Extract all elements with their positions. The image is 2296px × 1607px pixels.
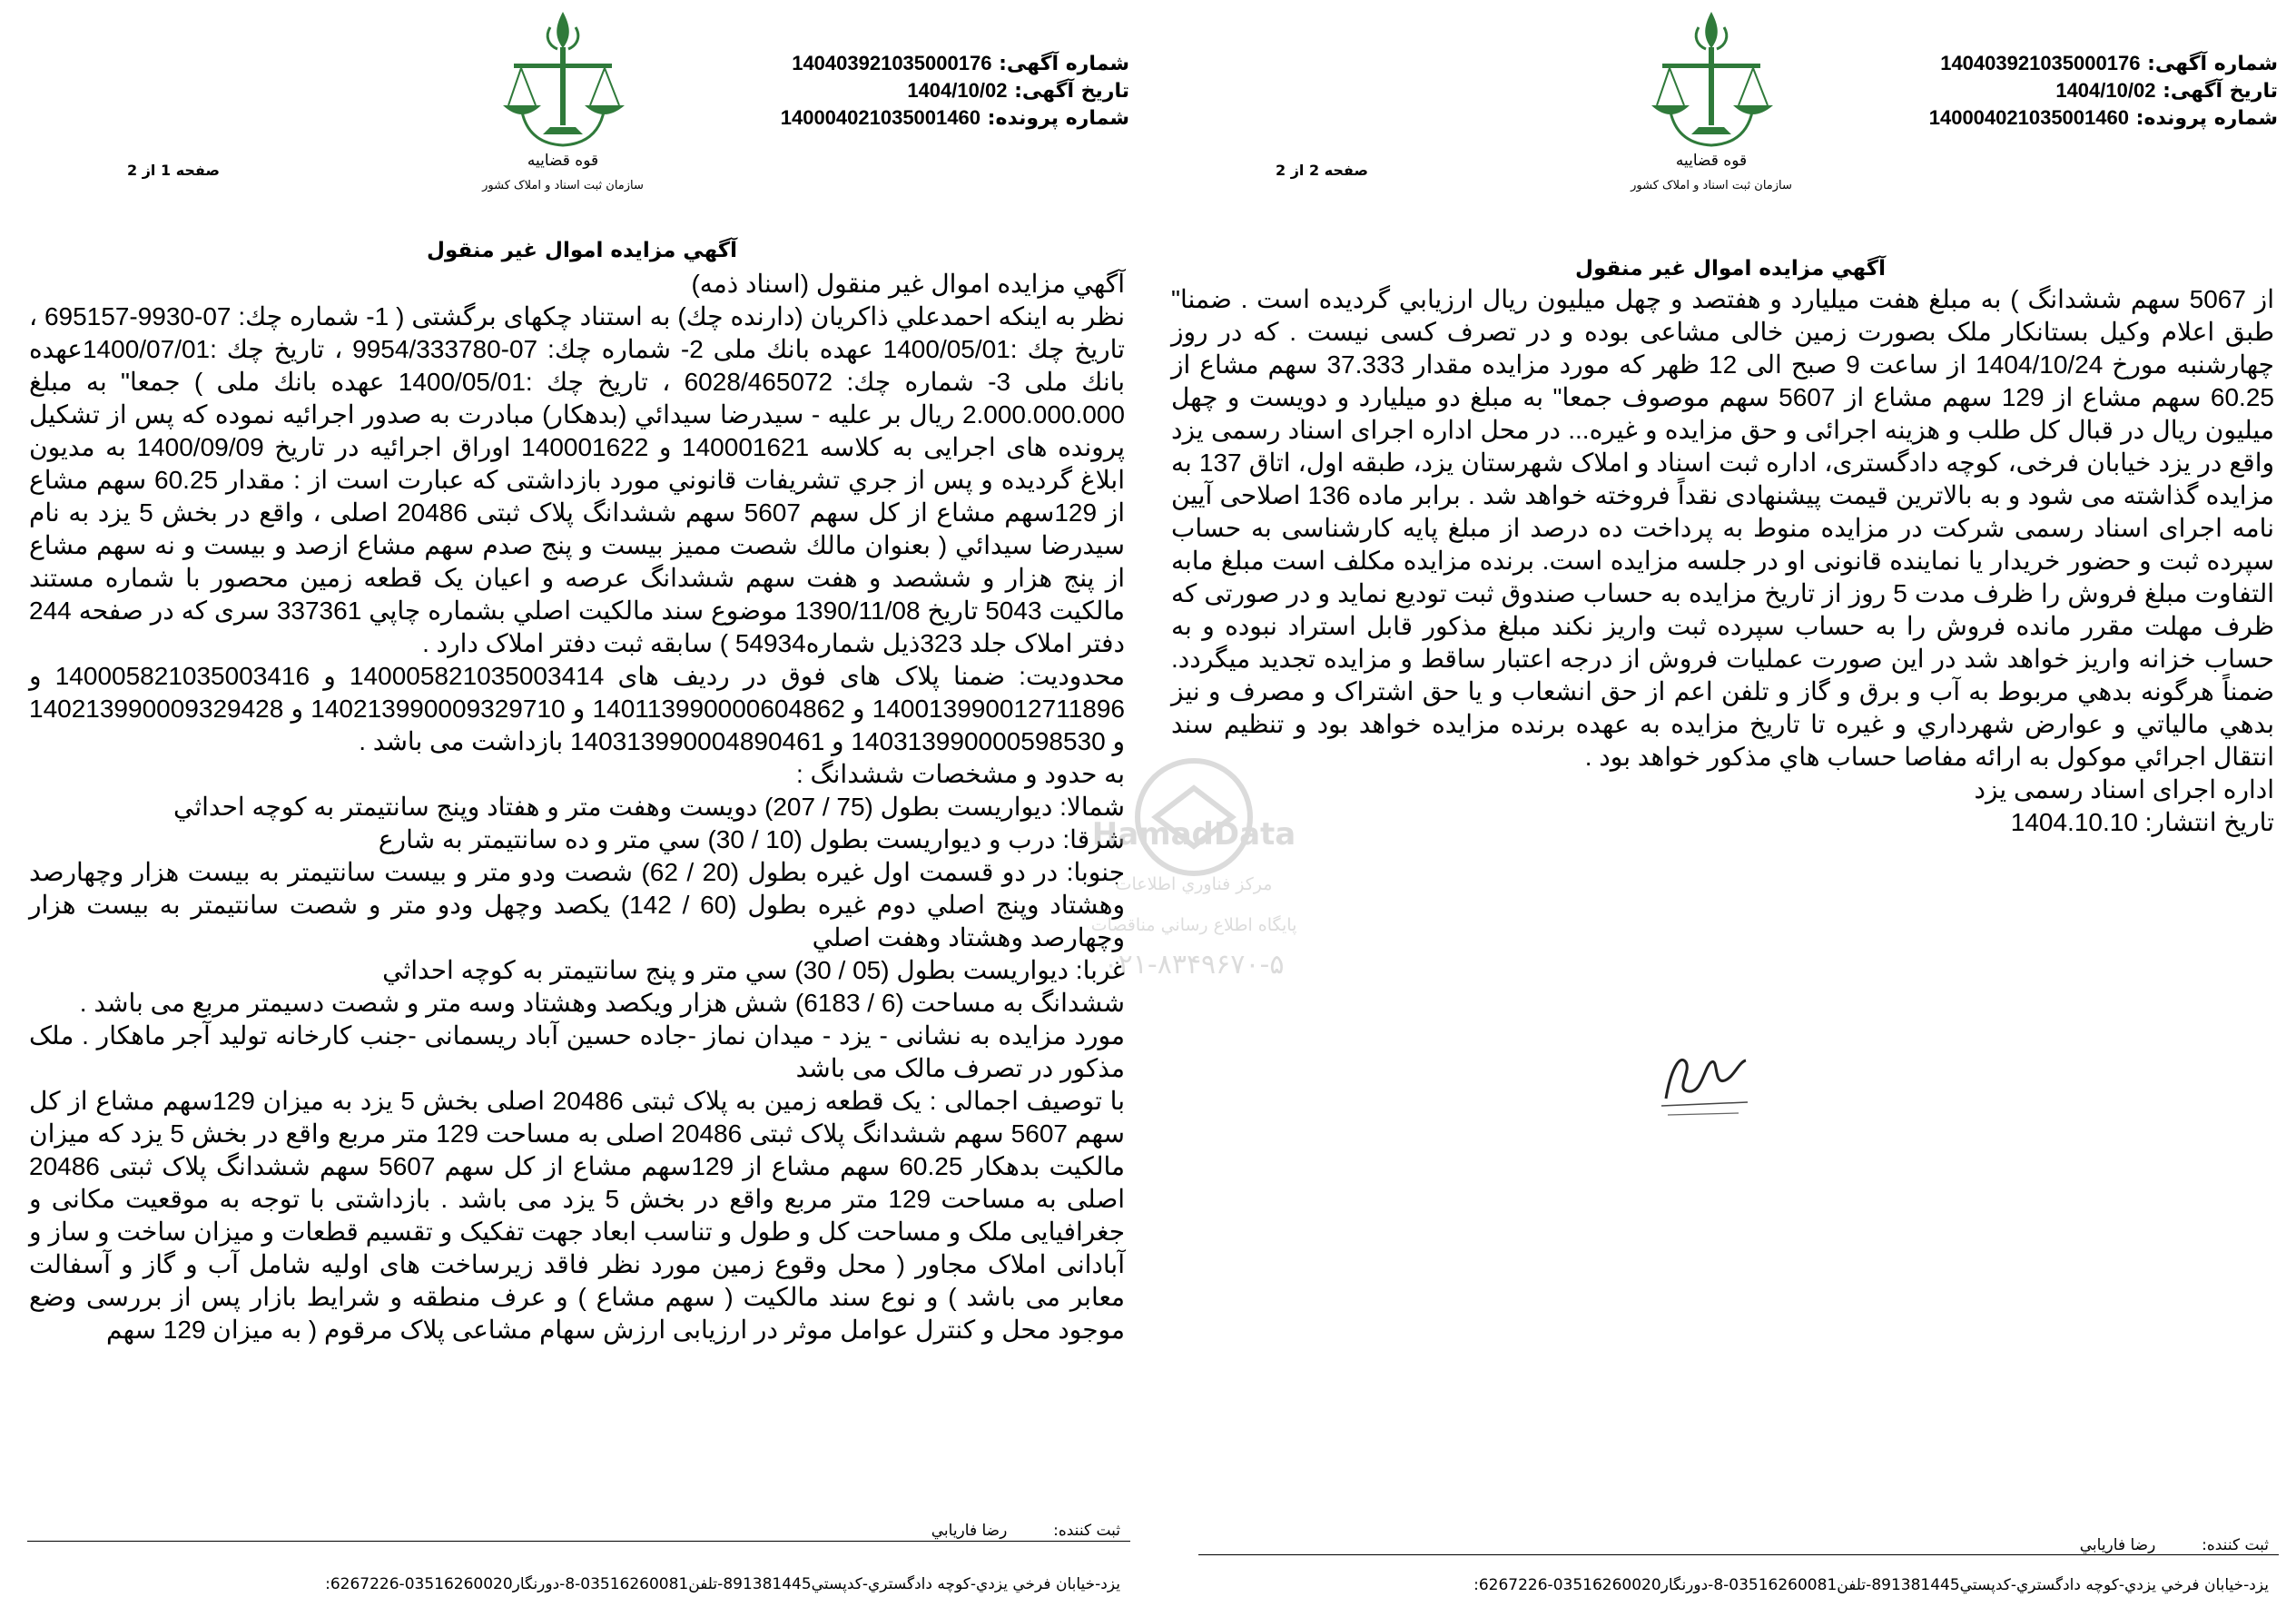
notice-body	[29, 268, 1125, 1346]
footer-address: يزد-خيابان فرخي يزدي-كوچه دادگستري-كدپستي891381445-تلفن03516260081-8-دورنگار03516260020-6267226:	[325, 1575, 1120, 1593]
publication-date: تاريخ انتشار: 1404.10.10	[2010, 808, 2274, 836]
watermark-brand: HamadData	[1091, 816, 1296, 853]
boundary-south: جنوبا: در دو قسمت اول غيره بطول (20 / 62) شصت ودو متر و بيست سانتيمتر به بيست هزار وچهارصد وهشتاد وپنج اصلي دوم غيره بطول (60 / 142) يكصد وچهل ودو متر و شصت سانتيمتر به بيست هزار وچهارصد وهشتاد وهفت اصلي	[29, 858, 1126, 951]
boundaries-heading: به حدود و مشخصات ششدانگ :	[796, 760, 1125, 788]
notice-date: 1404/10/02	[907, 79, 1008, 102]
watermark-subcaption: پايگاه اطلاع رساني مناقصات	[1090, 915, 1297, 935]
registrar-label: ثبت كننده:	[2202, 1536, 2269, 1554]
emblem-caption: سازمان ثبت اسناد و املاک کشور	[482, 179, 644, 192]
registrar-block	[2080, 1536, 2269, 1554]
boundary-east: شرقا: درب و ديواريست بطول (10 / 30) سي متر و ده سانتيمتر به شارع	[378, 825, 1125, 853]
judiciary-emblem-icon	[1631, 7, 1792, 202]
notice-date-label: تاریخ آگهی:	[1014, 80, 1129, 103]
area-paragraph: ششدانگ به مساحت (6 / 6183) شش هزار ويكصد وهشتاد وسه متر و شصت دسيمتر مربع می باشد .	[79, 989, 1125, 1017]
signature-icon	[1648, 1035, 1757, 1121]
page-number: صفحه 2 از 2	[1276, 162, 1368, 179]
notice-number: 140403921035000176	[792, 52, 992, 74]
page-title: آگهي مزايده اموال غير منقول	[427, 239, 738, 262]
footer-divider	[1198, 1554, 2279, 1555]
notice-paragraph: نظر به اينكه احمدعلي ذاكريان (دارنده چك) به استناد چكهای برگشتی ( 1- شماره چك: 07-9930-695157 ، تاريخ چك :1400/05/01 عهده بانك ملی 2- شماره چك: 07-9954/333780 ، تاريخ چك :1400/07/01عهده بانك ملی 3- شماره چك: 6028/465072 ، تاريخ چك :1400/05/01 عهده بانك ملی ) جمعا" به مبلغ 2.000.000.000 ريال بر عليه - سيدرضا سيدائي (بدهكار) مبادرت به صدور اجرائيه نموده كه پس از تشكيل پرونده های اجرايی به كلاسه 140001621 و 140001622 اوراق اجرائيه در تاريخ 1400/09/09 به مديون ابلاغ گرديده و پس از جري تشريفات قانوني مورد بازداشتی كه عبارت است از : مقدار 60.25 سهم مشاع از 129سهم مشاع از كل سهم 5607 سهم ششدانگ پلاک ثبتی 20486 اصلی ، واقع در بخش 5 يزد به نام سيدرضا سيدائي ( بعنوان مالك شصت مميز بيست و پنج صدم سهم مشاع ازصد و بيست و نه سهم مشاع از پنج هزار و ششصد و هفت سهم ششدانگ عرصه و اعيان يک قطعه زمين محصور با شماره مستند مالكيت 5043 تاريخ 1390/11/08 موضوع سند مالكيت اصلي بشماره چاپي 337361 سری كه در صفحه 244 دفتر املاک جلد 323ذيل شماره54934 ) سابقه ثبت دفتر املاک دارد .	[29, 302, 1126, 657]
watermark-caption: مركز فناوري اطلاعات	[1115, 874, 1273, 894]
notice-header	[675, 50, 1129, 132]
emblem-judiciary-text: قوه قضاییه	[527, 152, 599, 170]
case-number: 140004021035001460	[780, 106, 980, 129]
notice-date: 1404/10/02	[2055, 79, 2156, 102]
case-number-label: شماره پرونده:	[2135, 107, 2278, 130]
page-title: آگهي مزايده اموال غير منقول	[1575, 257, 1887, 281]
boundary-west: غربا: ديواريست بطول (05 / 30) سي متر و پنج سانتيمتر به كوچه احداثي	[382, 956, 1125, 984]
registrar-label: ثبت كننده:	[1053, 1522, 1120, 1540]
case-number: 140004021035001460	[1928, 106, 2129, 129]
watermark-phone: ۰۲۱-۸۳۴۹۶۷۰-۵	[1103, 949, 1285, 981]
footer-divider	[27, 1541, 1130, 1542]
description-paragraph: با توصيف اجمالی : يک قطعه زمين به پلاک ثبتی 20486 اصلی بخش 5 يزد به ميزان 129سهم مشاع از كل سهم 5607 سهم ششدانگ پلاک ثبتی 20486 اصلی به مساحت 129 متر مربع واقع در بخش 5 يزد كه ميزان مالكيت بدهكار 60.25 سهم مشاع از 129سهم مشاع از كل سهم 5607 سهم ششدانگ پلاک ثبتی 20486 اصلی به مساحت 129 متر مربع واقع در بخش 5 يزد می باشد . بازداشتی با توجه به موقعيت مكانی و جغرافيايی ملک و مساحت كل و طول و تناسب ابعاد جهت تفكيک و تقسيم قطعات و ميزان ساخت و ساز و آبادانی املاک مجاور ( محل وقوع زمين مورد نظر فاقد زيرساخت های اوليه شامل آب و گاز و آسفالت معابر می باشد ) و نوع سند مالكيت ( سهم مشاع ) و عرف منطقه و شرايط بازار پس از بررسی وضع موجود محل و كنترل عوامل موثر در ارزيابی ارزش سهام مشاعی پلاک مرقوم ( به ميزان 129 سهم	[29, 1087, 1126, 1344]
registrar-name: رضا فاريابي	[2079, 1536, 2156, 1554]
registrar-block	[931, 1522, 1120, 1540]
issuing-office: اداره اجرای اسناد رسمی يزد	[1974, 775, 2274, 804]
notice-number-label: شماره آگهی:	[2147, 53, 2278, 75]
registrar-name: رضا فاريابي	[931, 1522, 1008, 1540]
notice-header	[1824, 50, 2278, 132]
footer-address: يزد-خيابان فرخي يزدي-كوچه دادگستري-كدپستي891381445-تلفن03516260081-8-دورنگار03516260020-6267226:	[1473, 1576, 2269, 1594]
notice-subtitle: آگهي مزايده اموال غير منقول (اسناد ذمه)	[691, 270, 1125, 298]
address-paragraph: مورد مزايده به نشانی - يزد - ميدان نماز -جاده حسين آباد ريسمانی -جنب كارخانه توليد آجر ماهكار . ملک مذكور در تصرف مالک می باشد	[29, 1021, 1125, 1082]
notice-number: 140403921035000176	[1940, 52, 2141, 74]
boundary-north: شمالا: ديواريست بطول (75 / 207) دويست وهفت متر و هفتاد وپنج سانتيمتر به كوچه احداثي	[172, 793, 1125, 821]
notice-body	[1171, 283, 2274, 839]
notice-number-label: شماره آگهی:	[999, 53, 1129, 75]
case-number-label: شماره پرونده:	[987, 107, 1129, 130]
hamaddata-watermark	[1058, 744, 1330, 994]
emblem-judiciary-text: قوه قضاییه	[1675, 152, 1748, 170]
emblem-caption: سازمان ثبت اسناد و املاک کشور	[1631, 179, 1792, 192]
page-number: صفحه 1 از 2	[127, 162, 220, 179]
judiciary-emblem-icon	[482, 7, 644, 202]
notice-paragraph: از 5067 سهم ششدانگ ) به مبلغ هفت ميليارد و هفتصد و چهل ميليون ريال ارزيابي گرديده است . ضمنا" طبق اعلام وكيل بستانكار ملک بصورت زمين خالی مشاعی بوده و در تصرف كسی نيست . كه در روز چهارشنبه مورخ 1404/10/24 از ساعت 9 صبح الی 12 ظهر كه مورد مزايده مقدار 37.333 سهم مشاع از 60.25 سهم مشاع از 129 سهم مشاع از 5607 سهم موصوف جمعا" به مبلغ دو ميليارد و دويست و چهل ميليون ريال در قبال كل طلب و هزينه اجرائی و حق مزايده و غيره... در محل اداره اجرای اسناد رسمی يزد واقع در يزد خيابان فرخی، كوچه دادگستری، اداره ثبت اسناد و املاک شهرستان يزد، طبقه اول، اتاق 137 به مزايده گذاشته می شود و به بالاترين قيمت پيشنهادی نقداً فروخته خواهد شد . برابر ماده 136 اصلاحی آيين نامه اجرای اسناد رسمی شركت در مزايده منوط به پرداخت ده درصد از مبلغ پايه كارشناسی به حساب سپرده ثبت و حضور خريدار يا نماينده قانونی او در جلسه مزايده است. برنده مزايده مكلف است مبلغ مابه التفاوت مبلغ فروش را ظرف مدت 5 روز از تاريخ مزايده به حساب صندوق ثبت توديع نمايد و در صورتی كه ظرف مهلت مقرر مانده فروش را به حساب سپرده ثبت واريز نكند مبلغ مذكور قابل استراد نبوده و به حساب خزانه واريز خواهد شد در اين صورت عمليات فروش از درجه اعتبار ساقط و مزايده تجديد ميگردد. ضمناً هرگونه بدهي مربوط به آب و برق و گاز و تلفن اعم از حق انشعاب و يا حق اشتراک و مصرف و نيز بدهي مالياتي و عوارض شهرداري و غيره تا تاريخ مزايده به عهده برنده مزايده خواهد بود و تنظيم سند انتقال اجرائي موكول به ارائه مفاصا حساب هاي مذكور خواهد بود .	[1171, 285, 2275, 771]
notice-date-label: تاریخ آگهی:	[2163, 80, 2278, 103]
restrictions-paragraph: محدوديت: ضمنا پلاک های فوق در رديف های 140005821035003414 و 140005821035003416 و 140013990012711896 و 140113990000604862 و 140213990009329710 و 140213990009329428 و 140313990000598530 و 140313990004890461 بازداشت می باشد .	[29, 662, 1125, 755]
